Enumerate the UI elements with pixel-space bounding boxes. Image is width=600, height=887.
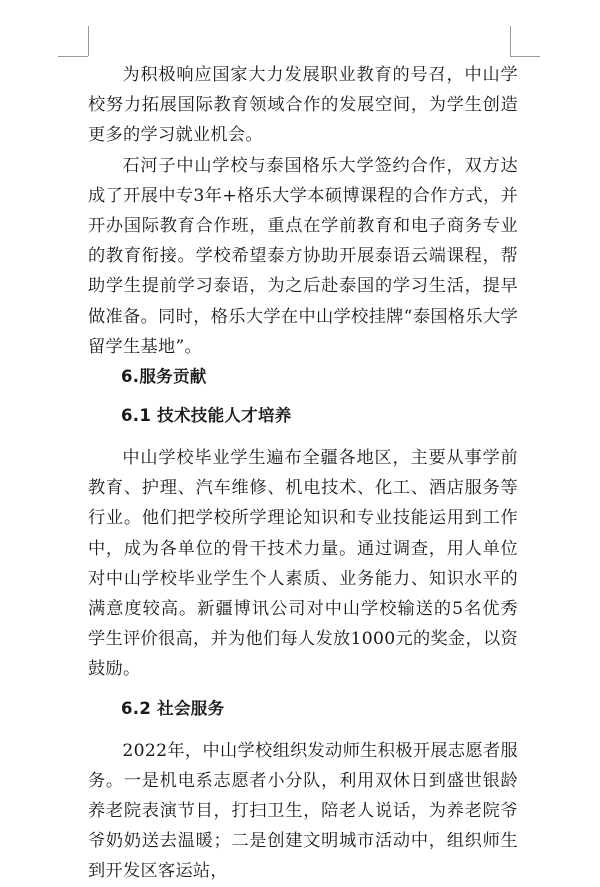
crop-mark-top-left-h	[58, 56, 88, 57]
subsection-heading-social-service: 6.2 社会服务	[121, 698, 225, 718]
crop-mark-top-right-h	[510, 56, 540, 57]
paragraph-graduate-employment: 中山学校毕业学生遍布全疆各地区，主要从事学前教育、护理、汽车维修、机电技术、化工、酒店服务等行业。他们把学校所学理论知识和专业技能运用到工作中，成为各单位的骨干技术力量。通过调查，用人单位对中山学校毕业学生个人素质、业务能力、知识水平的满意度较高。新疆博讯公司对中山学校输送的5名优秀学生评价很高，并为他们每人发放1000元的奖金，以资鼓励。	[88, 448, 518, 680]
subsection-heading-skilled-talent-training: 6.1 技术技能人才培养	[121, 406, 292, 426]
crop-mark-top-right-v	[510, 26, 511, 56]
document-page	[88, 60, 518, 887]
crop-mark-top-left-v	[88, 26, 89, 56]
paragraph-thailand-university-partnership: 石河子中山学校与泰国格乐大学签约合作，双方达成了开展中专3年+格乐大学本硕博课程的合作方式，并开办国际教育合作班，重点在学前教育和电子商务专业的教育衔接。学校希望泰方协助开展泰语云端课程，帮助学生提前学习泰语，为之后赴泰国的学习生活，提早做准备。同时，格乐大学在中山学校挂牌“泰国格乐大学留学生基地”。	[88, 155, 518, 357]
paragraph-volunteer-service: 2022年，中山学校组织发动师生积极开展志愿者服务。一是机电系志愿者小分队，利用双休日到盛世银龄养老院表演节目，打扫卫生，陪老人说话，为养老院爷爷奶奶送去温暖；二是创建文明城市活动中，组织师生到开发区客运站，	[88, 740, 518, 882]
paragraph-international-cooperation-intro: 为积极响应国家大力发展职业教育的号召，中山学校努力拓展国际教育领域合作的发展空间，为学生创造更多的学习就业机会。	[88, 65, 518, 146]
section-heading-service-contribution: 6.服务贡献	[121, 367, 207, 387]
